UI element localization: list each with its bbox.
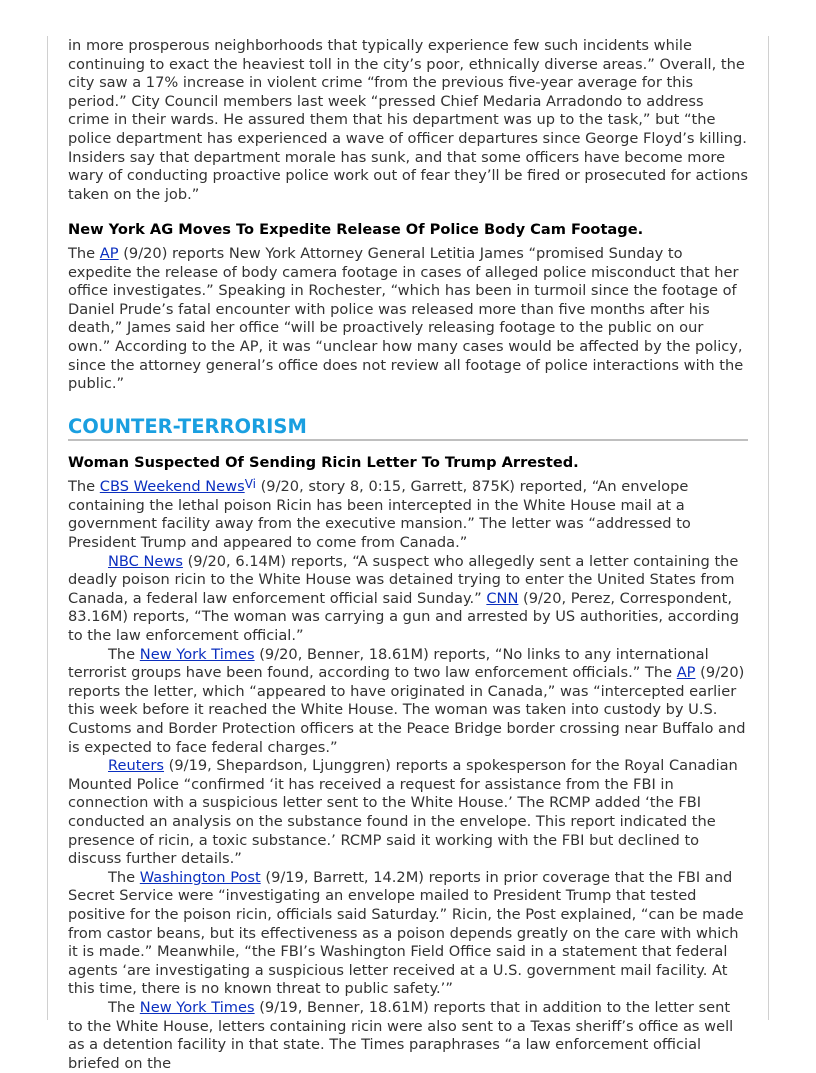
source-link-ap[interactable]: AP: [676, 664, 696, 682]
source-link-nbc[interactable]: NBC News: [108, 552, 183, 570]
continued-paragraph: in more prosperous neighborhoods that typically experience few such incidents while continuing to exact the heaviest toll in the city’s poor, ethnically diverse areas.” Overall, the city saw a 17% increase in violent crime “from the previous five-year average for this period.” City Council members last week “pressed Chief Medaria Arradondo to address crime in their wards. He assured them that his department was up to the task,” but “the police department has experienced a wave of officer departures since George Floyd’s killing. Insiders say that department morale has sunk, and that some officers have become more wary of conducting proactive police work out of fear they’ll be fired or prosecuted for actions taken on the job.”: [68, 37, 748, 203]
source-link-nyt[interactable]: New York Times: [139, 645, 255, 663]
source-link-reuters[interactable]: Reuters: [108, 757, 165, 775]
story-paragraph: The New York Times (9/20, Benner, 18.61M) reports, “No links to any international terrorist groups have been found, according to two law enforcement officials.” The AP (9/20) reports the letter, which “appeared to have originated in Canada,” was “intercepted earlier this week before it reached the White House. The woman was taken into custody by U.S. Customs and Border Protection officers at the Peace Bridge border crossing near Buffalo and is expected to face federal charges.”: [68, 645, 746, 756]
story-paragraph: The CBS Weekend News$^{Vi}$ (9/20, story 8, 0:15, Garrett, 875K) reported, “An envelope containing the lethal poison Ricin has been intercepted in the White House mail at a government facility away from the executive mansion.” The letter was “addressed to President Trump and appeared to come from Canada.”: [68, 477, 691, 552]
section-heading-counter-terrorism: COUNTER-TERRORISM: [68, 415, 748, 441]
right-margin-rule: [768, 36, 769, 1020]
story-paragraph: The New York Times (9/19, Benner, 18.61M) reports that in addition to the letter sent to the White House, letters containing ricin were also sent to a Texas sheriff’s office as well as a detention facility in that state. The Times paraphrases “a law enforcement official briefed on the: [68, 998, 734, 1072]
video-note-marker[interactable]: Vi: [244, 477, 256, 492]
left-margin-rule: [47, 36, 48, 1020]
story-paragraph: The Washington Post (9/19, Barrett, 14.2M) reports in prior coverage that the FBI and Secret Service were “investigating an envelope mailed to President Trump that tested positive for the poison ricin, officials said Saturday.” Ricin, the Post explained, “can be made from castor beans, but its effectiveness as a poison depends greatly on the care with which it is made.” Meanwhile, “the FBI’s Washington Field Office said in a statement that federal agents ‘are investigating a suspicious letter received at a U.S. government mail facility. At this time, there is no known threat to public safety.’”: [68, 868, 744, 998]
story-paragraph: NBC News (9/20, 6.14M) reports, “A suspect who allegedly sent a letter containing the deadly poison ricin to the White House was detained trying to enter the United States from Canada, a federal law enforcement official said Sunday.” CNN (9/20, Perez, Correspondent, 83.16M) reports, “The woman was carrying a gun and arrested by US authorities, according to the law enforcement official.”: [68, 552, 740, 645]
source-link-cnn[interactable]: CNN: [486, 589, 519, 607]
source-link-ap[interactable]: AP: [99, 244, 119, 262]
source-link-nyt[interactable]: New York Times: [139, 998, 255, 1016]
source-link-cbs[interactable]: CBS Weekend News: [99, 478, 245, 496]
document-body: [68, 37, 748, 1073]
story-headline-ricin: Woman Suspected Of Sending Ricin Letter To Trump Arrested.: [68, 453, 579, 471]
story-headline-body-cam: New York AG Moves To Expedite Release Of Police Body Cam Footage.: [68, 221, 644, 239]
source-link-wapo[interactable]: Washington Post: [139, 868, 261, 886]
story-paragraph: The AP (9/20) reports New York Attorney General Letitia James “promised Sunday to expedite the release of body camera footage in cases of alleged police misconduct that her office investigates.” Speaking in Rochester, “which has been in turmoil since the footage of Daniel Prude’s fatal encounter with police was released more than five months after his death,” James said her office “will be proactively releasing footage to the public on our own.” According to the AP, it was “unclear how many cases would be affected by the policy, since the attorney general’s office does not review all footage of police interactions with the public.”: [68, 244, 744, 393]
story-paragraph: Reuters (9/19, Shepardson, Ljunggren) reports a spokesperson for the Royal Canadian Mounted Police “confirmed ‘it has received a request for assistance from the FBI in connection with a suspicious letter sent to the White House.’ The RCMP added ‘the FBI conducted an analysis on the substance found in the envelope. This report indicated the presence of ricin, a toxic substance.’ RCMP said it working with the FBI but declined to discuss further details.”: [68, 757, 738, 868]
